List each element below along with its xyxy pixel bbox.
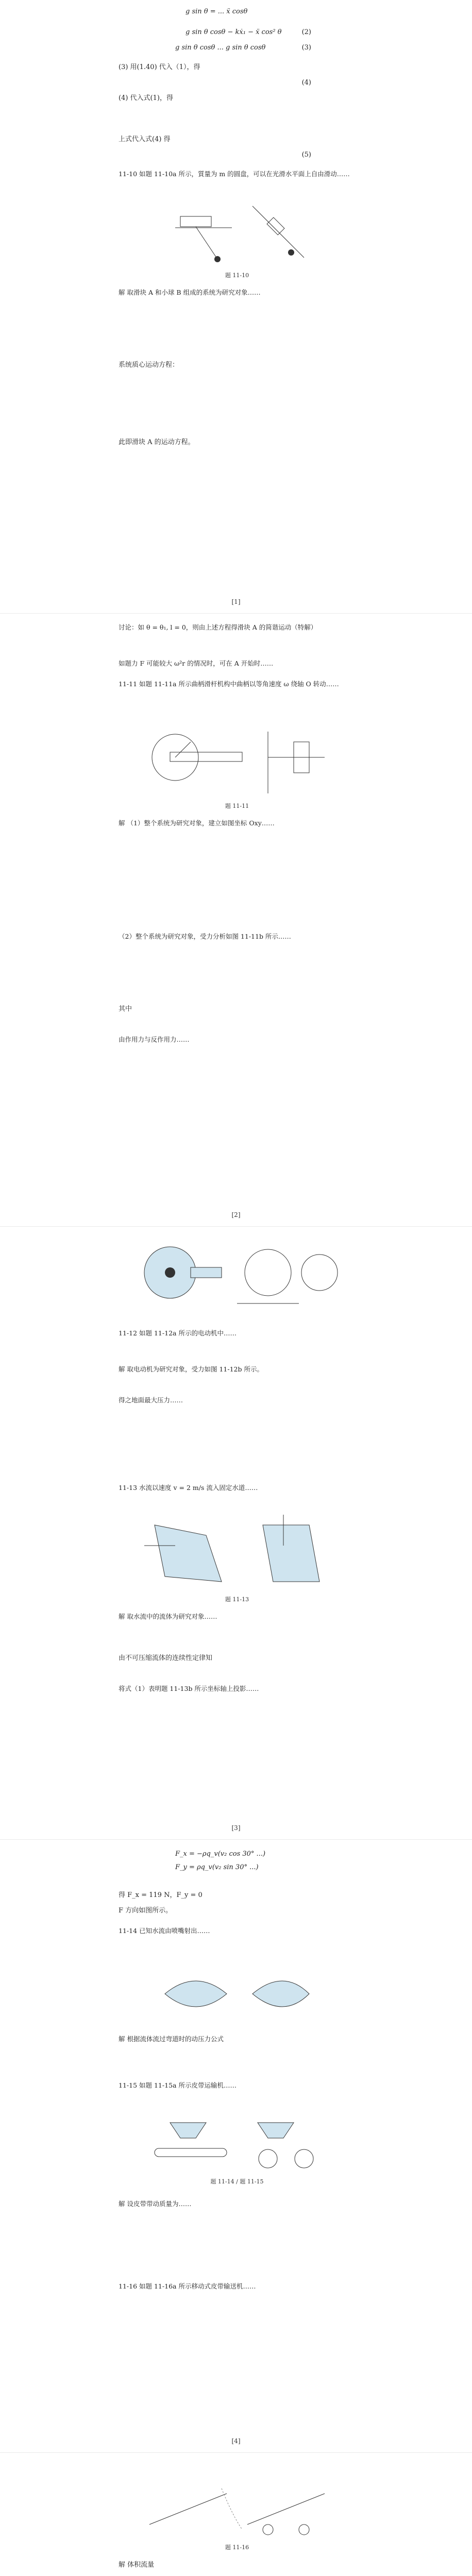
figure-11-11 bbox=[139, 721, 335, 799]
text-line: 其中 bbox=[119, 1005, 132, 1013]
figure-11-13 bbox=[144, 1515, 330, 1592]
solution-text: 由作用力与反作用力…… bbox=[119, 1036, 190, 1043]
text-line: 解 体积流量 bbox=[119, 2561, 155, 2569]
text-line: 上式代入式(4) 得 bbox=[119, 135, 171, 143]
text-line: 由不可压缩流体的连续性定律知 bbox=[119, 1654, 213, 1662]
figure-11-15 bbox=[149, 2117, 325, 2174]
solution-text: （2）整个系统为研究对象，受力分析如图 11-11b 所示…… bbox=[119, 933, 291, 940]
equation-number: (2) bbox=[301, 28, 311, 36]
problem-text: 11-15 如题 11-15a 所示皮带运输机…… bbox=[119, 2081, 237, 2089]
page-1 bbox=[0, 0, 472, 613]
discussion-text: 如题力 F 可能较大 ω²r 的情况时，可在 A 开始时…… bbox=[119, 659, 274, 667]
equation-number: (3) bbox=[301, 44, 311, 52]
problem-text: 11-12 如题 11-12a 所示的电动机中…… bbox=[119, 1329, 237, 1337]
figure-11-10 bbox=[175, 201, 309, 268]
text-line: 得 F_x = 119 N，F_y = 0 bbox=[119, 1891, 203, 1899]
text-line: 系统质心运动方程： bbox=[119, 361, 179, 369]
figure-caption: 题 11-10 bbox=[225, 272, 249, 279]
equation-number: (5) bbox=[301, 151, 311, 159]
page-2 bbox=[0, 613, 472, 1226]
figure-caption: 题 11-13 bbox=[225, 1596, 249, 1603]
equation-1: g sin θ = ... ẍ cosθ bbox=[186, 8, 248, 15]
equation: F_y = ρq_v(v₂ sin 30° ...) bbox=[175, 1863, 259, 1871]
figure-caption: 题 11-16 bbox=[225, 2544, 249, 2551]
figure-11-14 bbox=[155, 1963, 319, 2025]
solution-text: 解 取水流中的流体为研究对象…… bbox=[119, 1613, 217, 1620]
page-number: [3] bbox=[231, 1824, 241, 1832]
figure-caption: 题 11-11 bbox=[225, 803, 249, 809]
problem-text: 11-11 如题 11-11a 所示曲柄滑杆机构中曲柄以等角速度 ω 绕轴 O 转动…… bbox=[119, 680, 339, 688]
solution-text: 解 设皮带带动质量为…… bbox=[119, 2200, 192, 2208]
problem-text: 11-14 已知水流由喷嘴射出…… bbox=[119, 1927, 210, 1935]
page-number: [1] bbox=[231, 598, 241, 605]
figure-11-16 bbox=[144, 2463, 330, 2540]
solution-text: 解 根据流体流过弯道时的动压力公式 bbox=[119, 2035, 224, 2043]
page-4 bbox=[0, 1839, 472, 2452]
equation-number: (4) bbox=[301, 79, 311, 87]
problem-text: 11-16 如题 11-16a 所示移动式皮带输送机…… bbox=[119, 2282, 256, 2290]
figure-11-12 bbox=[134, 1236, 340, 1314]
page-3 bbox=[0, 1226, 472, 1839]
text-line: F 方向如图所示。 bbox=[119, 1907, 173, 1914]
text-line: (4) 代入式(1)，得 bbox=[119, 94, 173, 102]
equation-3: g sin θ cosθ ... g sin θ cosθ bbox=[175, 44, 266, 52]
solution-text: 解 取滑块 A 和小球 B 组成的系统为研究对象…… bbox=[119, 289, 261, 296]
page-number: [2] bbox=[231, 1211, 241, 1218]
problem-text: 11-13 水流以速度 v = 2 m/s 流入固定水道…… bbox=[119, 1484, 258, 1492]
equation: F_x = −ρq_v(v₂ cos 30° ...) bbox=[175, 1850, 266, 1858]
solution-text: 得之地面最大压力…… bbox=[119, 1396, 183, 1404]
solution-text: 解 取电动机为研究对象，受力如图 11-12b 所示。 bbox=[119, 1365, 263, 1373]
text-line: (3) 用(1.40) 代入（1），得 bbox=[119, 63, 200, 71]
equation-2: g sin θ cosθ − kẋ₁ − ẍ cos² θ bbox=[186, 28, 282, 36]
text-line: 此即滑块 A 的运动方程。 bbox=[119, 438, 195, 446]
page-number: [4] bbox=[231, 2437, 241, 2445]
page-5 bbox=[0, 2452, 472, 2576]
figure-caption: 题 11-14 / 题 11-15 bbox=[210, 2178, 264, 2185]
discussion-text: 讨论：如 θ = θ₁, l = 0，则由上述方程得滑块 A 的简谐运动（特解） bbox=[119, 623, 317, 631]
solution-text: 将式（1）表明题 11-13b 所示坐标轴上投影…… bbox=[119, 1685, 259, 1692]
problem-text: 11-10 如题 11-10a 所示，質量为 m 的圆盘，可以在光滑水平面上自由滑动…… bbox=[119, 170, 350, 178]
solution-text: 解 （1）整个系统为研究对象，建立如图坐标 Oxy…… bbox=[119, 819, 275, 827]
